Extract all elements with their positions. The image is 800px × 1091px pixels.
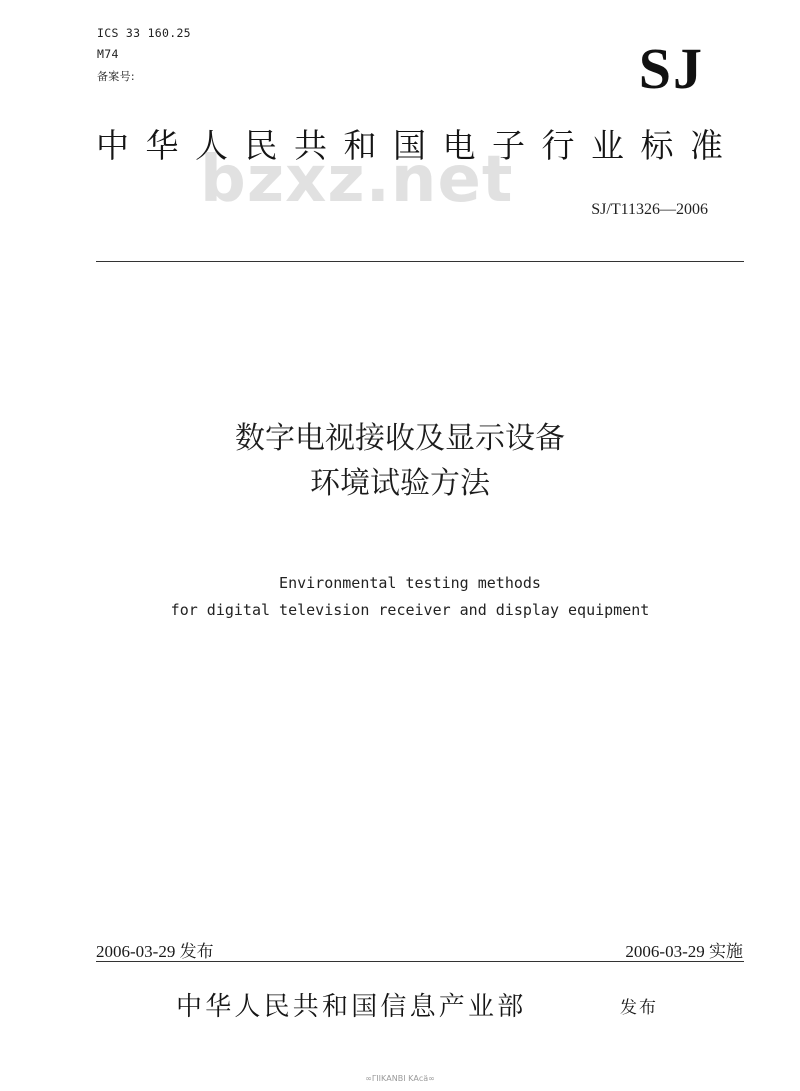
page-footer-mark: ∞ΓΙΙΚΑΝΒΙ ΚΑcä∞	[365, 1074, 435, 1083]
standard-number: SJ/T11326—2006	[591, 201, 708, 218]
english-title-line-1: Environmental testing methods	[279, 574, 541, 592]
chinese-title-line-1: 数字电视接收及显示设备	[235, 421, 565, 456]
implementation-date: 2006-03-29 实施	[625, 942, 743, 961]
english-title-line-2: for digital television receiver and display equipment	[170, 601, 650, 619]
ics-code: ICS 33 160.25	[97, 26, 191, 40]
issuing-authority: 中华人民共和国信息产业部	[176, 992, 527, 1022]
sj-logo: SJ	[638, 36, 704, 101]
bottom-divider	[96, 961, 744, 962]
issuing-authority-suffix: 发布	[620, 998, 658, 1018]
classification-code: M74	[97, 47, 119, 61]
industry-standard-title: 中华人民共和国电子行业标准	[96, 126, 740, 165]
watermark: bzxz.net	[200, 143, 514, 217]
filing-number-label: 备案号:	[97, 70, 135, 83]
chinese-title-line-2: 环境试验方法	[310, 466, 490, 501]
top-divider	[96, 261, 744, 262]
issue-date: 2006-03-29 发布	[96, 942, 214, 961]
